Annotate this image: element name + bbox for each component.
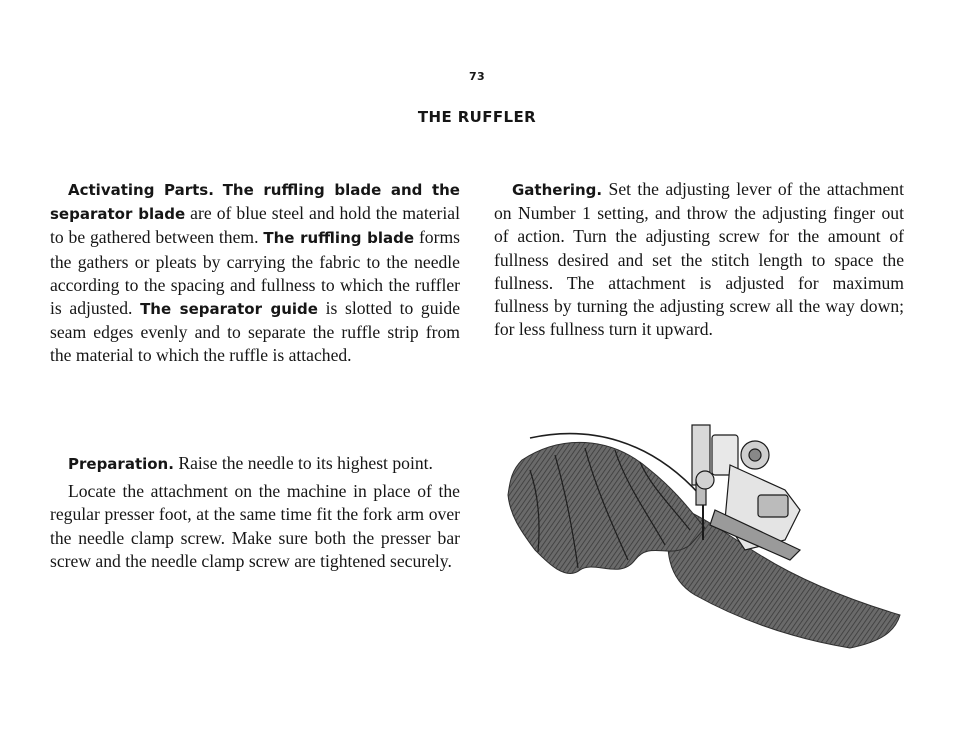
ruffler-illustration: [500, 410, 910, 655]
ruffling-separator-blade-term: The ruffling blade and the separator blade: [50, 181, 460, 224]
activating-text-2: forms the gathers or pleats by carrying the fabric to the needle according to the spacing and fullness to which the ruffler is adjusted.: [50, 227, 460, 319]
gathering-section: [494, 178, 904, 341]
activating-text-1: are of blue steel and hold the material to be gathered between them.: [50, 203, 460, 248]
page-title: THE RUFFLER: [417, 108, 537, 126]
separator-guide-term: The separator guide: [140, 300, 318, 319]
ruffling-blade-term: The ruffling blade: [263, 229, 415, 248]
preparation-heading: Preparation.: [68, 455, 174, 473]
preparation-text-1: Raise the needle to its highest point.: [173, 453, 433, 473]
gathering-text: Set the adjusting lever of the attachment on Number 1 setting, and throw the adjusting finger out of action. Turn the adjusting screw for the amount of fullness desired and set the stitch length to space the fullness. The attachment is adjusted for maximum fullness by turning the adjusting screw all the way down; for less fullness turn it upward.: [494, 179, 904, 340]
activating-parts-paragraph: [50, 178, 460, 368]
activating-parts-section: [50, 178, 460, 368]
preparation-paragraph: [50, 452, 460, 476]
activating-text-3: is slotted to guide seam edges evenly and to separate the ruffle strip from the material to which the ruffle is attached.: [50, 298, 460, 366]
activating-parts-heading: Activating Parts.: [68, 181, 214, 199]
gathering-paragraph: [494, 178, 904, 341]
locate-attachment-paragraph: Locate the attachment on the machine in place of the regular presser foot, at the same time fit the fork arm over the needle clamp screw. Make sure both the presser bar screw and the needle clamp screw are tightened securely.: [50, 481, 460, 571]
gathering-heading: Gathering.: [512, 181, 603, 199]
preparation-section: [50, 452, 460, 573]
page-number: 73: [469, 70, 485, 83]
